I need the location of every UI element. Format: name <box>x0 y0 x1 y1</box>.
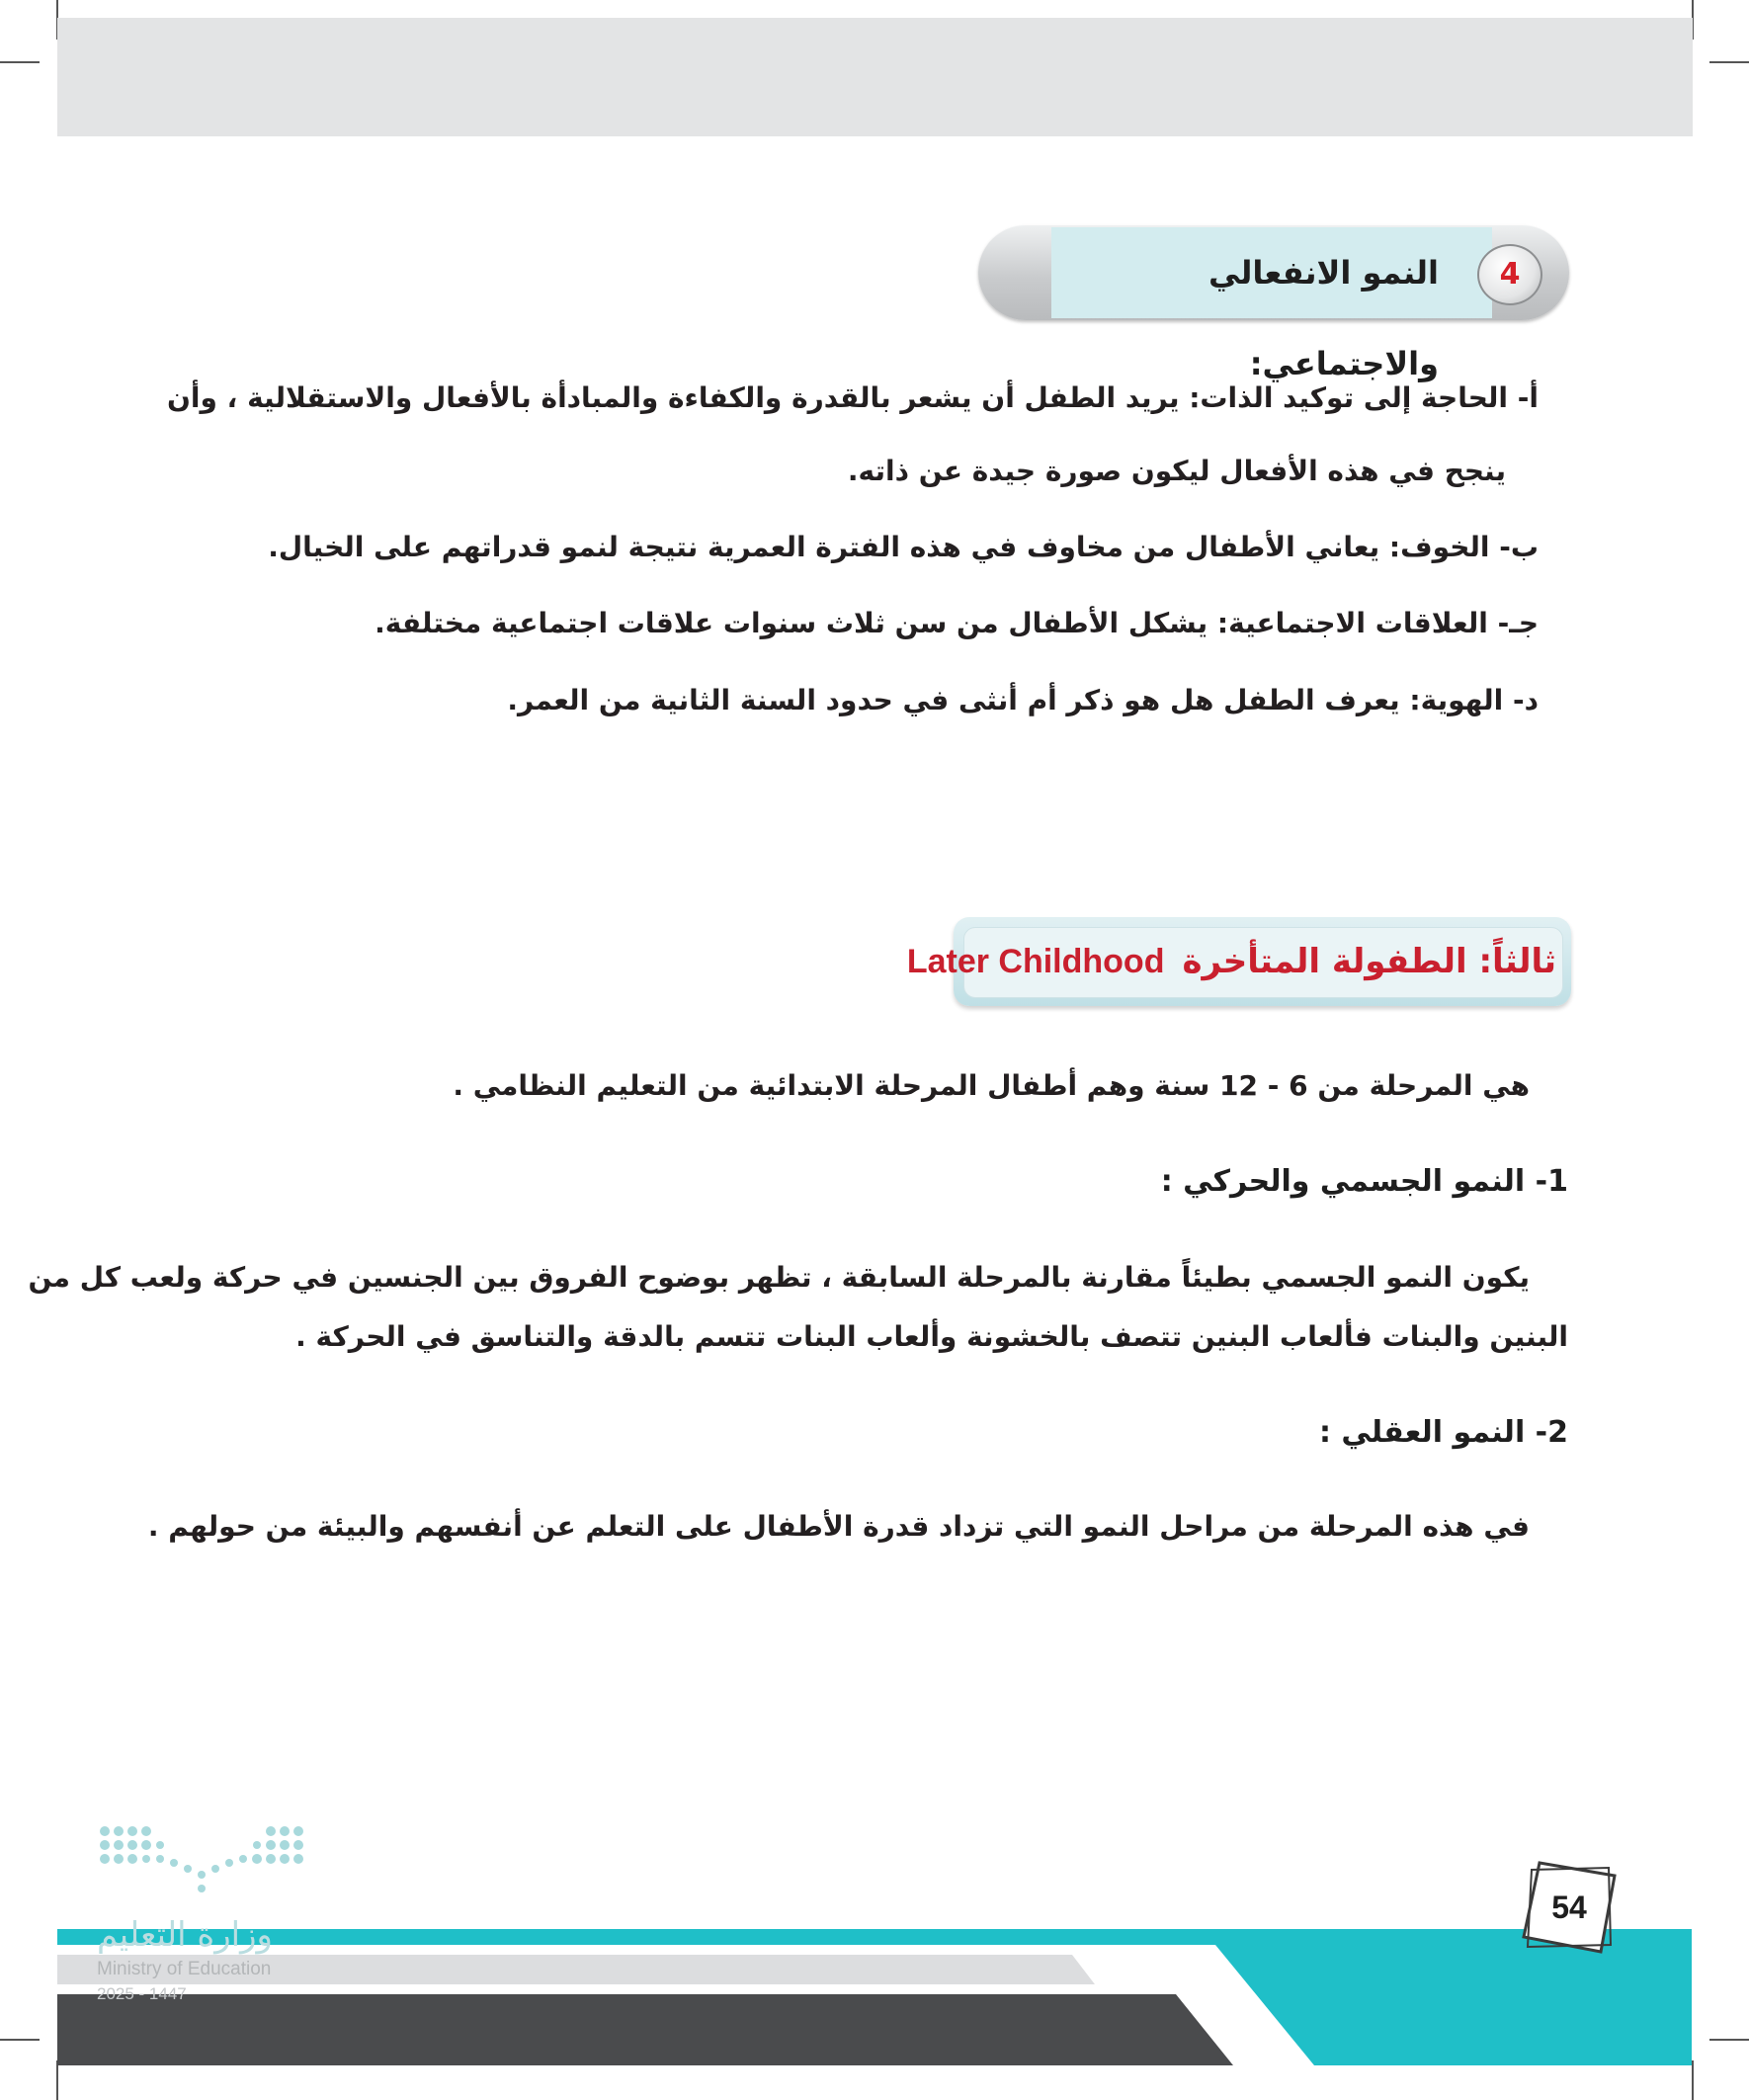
dark-stripe <box>57 1994 1233 2065</box>
ministry-logo-dots <box>97 1823 314 1902</box>
sub1-line1: يكون النمو الجسمي بطيئاً مقارنة بالمرحلة السابقة ، تظهر بوضوح الفروق بين الجنسين في حركة ولعب كل من <box>28 1261 1530 1294</box>
sub1-line2: البنين والبنات فألعاب البنين تتصف بالخشونة وألعاب البنات تتسم بالدقة والتناسق في الحركة . <box>295 1320 1568 1353</box>
sub2-line1: في هذه المرحلة من مراحل النمو التي تزداد قدرة الأطفال على التعلم عن أنفسهم والبيئة من حولهم . <box>147 1510 1530 1543</box>
section-3-title <box>906 927 1556 996</box>
section-4-number-badge: 4 <box>1477 244 1542 305</box>
item-a-line2: ينجح في هذه الأفعال ليكون صورة جيدة عن ذاته. <box>847 455 1506 487</box>
crop-mark <box>1709 61 1749 63</box>
crop-mark <box>0 61 40 63</box>
item-d: د- الهوية: يعرف الطفل هل هو ذكر أم أنثى في حدود السنة الثانية من العمر. <box>507 684 1539 716</box>
header-band <box>57 18 1693 136</box>
item-b: ب- الخوف: يعاني الأطفال من مخاوف في هذه الفترة العمرية نتيجة لنمو قدراتهم على الخيال. <box>268 531 1539 563</box>
section-3-title-ar: ثالثاً: الطفولة المتأخرة <box>1182 942 1556 981</box>
page-number: 54 <box>1551 1890 1587 1925</box>
ministry-logo-year: 2025 - 1447 <box>97 1984 187 2003</box>
ministry-logo-arabic: وزارة التعليم <box>97 1915 273 1955</box>
item-a-line1: أ- الحاجة إلى توكيد الذات: يريد الطفل أن يشعر بالقدرة والكفاءة والمبادأة بالأفعال والاستقلالية ، وأن <box>167 381 1539 414</box>
ministry-logo-english: Ministry of Education <box>97 1959 272 1979</box>
sub1-heading: 1- النمو الجسمي والحركي : <box>1160 1164 1568 1199</box>
section-3-intro: هي المرحلة من 6 - 12 سنة وهم أطفال المرحلة الابتدائية من التعليم النظامي . <box>453 1069 1530 1102</box>
item-c: جـ- العلاقات الاجتماعية: يشكل الأطفال من سن ثلاث سنوات علاقات اجتماعية مختلفة. <box>375 607 1539 639</box>
teal-block <box>1215 1945 1692 2065</box>
sub2-heading: 2- النمو العقلي : <box>1318 1415 1568 1450</box>
section-4-title: النمو الانفعالي والاجتماعي: <box>1208 254 1439 382</box>
section-3-title-en: Later Childhood <box>906 943 1165 980</box>
